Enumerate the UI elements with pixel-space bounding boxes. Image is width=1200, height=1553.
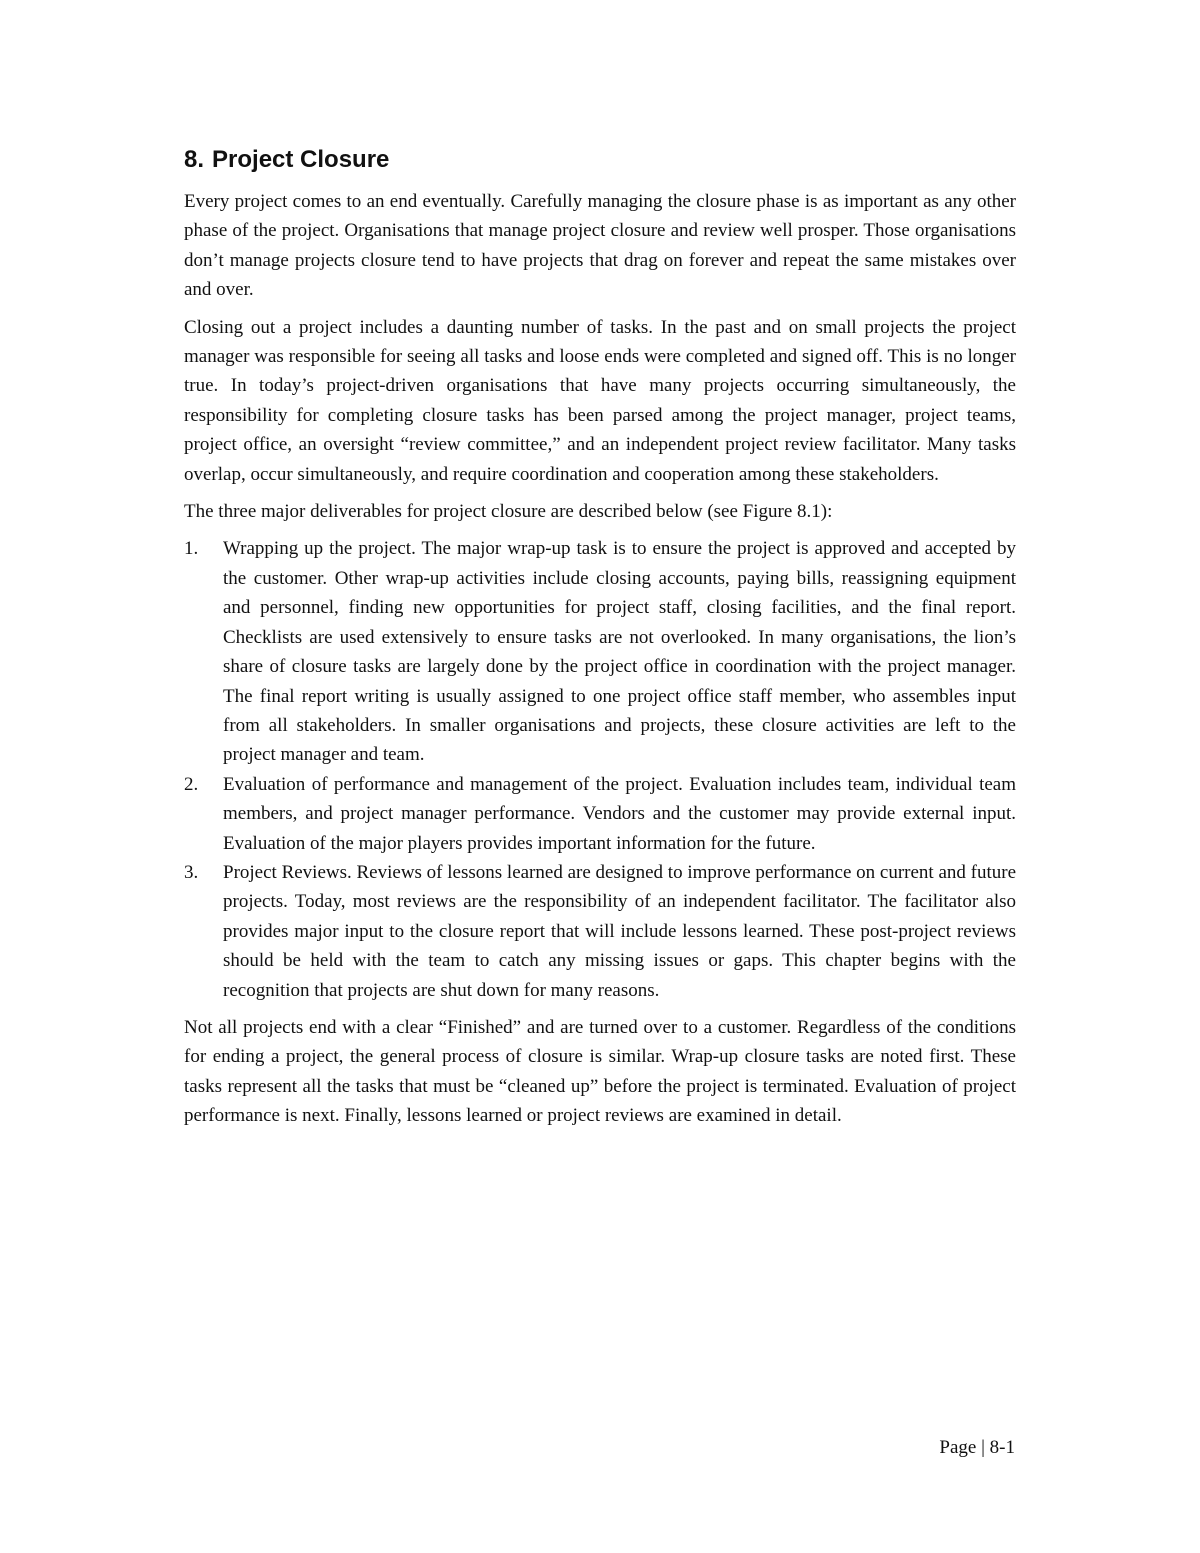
page-number-footer: Page | 8-1 [939, 1437, 1015, 1458]
list-item-number: 1. [184, 538, 199, 560]
list-item-text: Project Reviews. Reviews of lessons learned are designed to improve performance on current and future projects. Today, most reviews are the responsibility of an independent facilitator. The facilitator also provides major input to the closure report that will include lessons learned. These post-project reviews should be held with the team to catch any missing issues or gaps. This chapter begins with the recognition that projects are shut down for many reasons. [223, 861, 1016, 1001]
deliverables-list [184, 534, 1016, 1005]
list-item [184, 534, 1016, 769]
section-title: Project Closure [212, 146, 390, 173]
list-item-text: Wrapping up the project. The major wrap-up task is to ensure the project is approved and accepted by the customer. Other wrap-up activities include closing accounts, paying bills, reassigning equipment and personnel, finding new opportunities for project staff, closing facilities, and the final report. Checklists are used extensively to ensure tasks are not overlooked. In many organisations, the lion’s share of closure tasks are largely done by the project office in coordination with the project manager. The final report writing is usually assigned to one project office staff member, who assembles input from all stakeholders. In smaller organisations and projects, these closure activities are left to the project manager and team. [223, 538, 1016, 766]
intro-paragraph: Every project comes to an end eventually. Carefully managing the closure phase is as important as any other phase of the project. Organisations that manage project closure and review well prosper. Those organisations don’t manage projects closure tend to have projects that drag on forever and repeat the same mistakes over and over. [184, 191, 1016, 301]
list-item-number: 3. [184, 861, 199, 883]
section-heading [184, 143, 1016, 177]
list-item [184, 858, 1016, 1005]
closing-tasks-paragraph: Closing out a project includes a daunting number of tasks. In the past and on small projects the project manager was responsible for seeing all tasks and loose ends were completed and signed off. This is no longer true. In today’s project-driven organisations that have many projects occurring simultaneously, the responsibility for completing closure tasks has been parsed among the project manager, project teams, project office, an oversight “review committee,” and an independent project review facilitator. Many tasks overlap, occur simultaneously, and require coordination and cooperation among these stakeholders. [184, 316, 1016, 485]
list-item [184, 770, 1016, 858]
section-number: 8. [184, 146, 205, 173]
list-item-text: Evaluation of performance and management of the project. Evaluation includes team, individual team members, and project manager performance. Vendors and the customer may provide external input. Evaluation of the major players provides important information for the future. [223, 773, 1016, 854]
page-content [184, 143, 1016, 1139]
closing-paragraph: Not all projects end with a clear “Finished” and are turned over to a customer. Regardless of the conditions for ending a project, the general process of closure is similar. Wrap-up closure tasks are noted first. These tasks represent all the tasks that must be “cleaned up” before the project is terminated. Evaluation of project performance is next. Finally, lessons learned or project reviews are examined in detail. [184, 1016, 1016, 1127]
deliverables-lead-paragraph: The three major deliverables for project closure are described below (see Figure 8.1): [184, 501, 833, 523]
list-item-number: 2. [184, 773, 199, 795]
